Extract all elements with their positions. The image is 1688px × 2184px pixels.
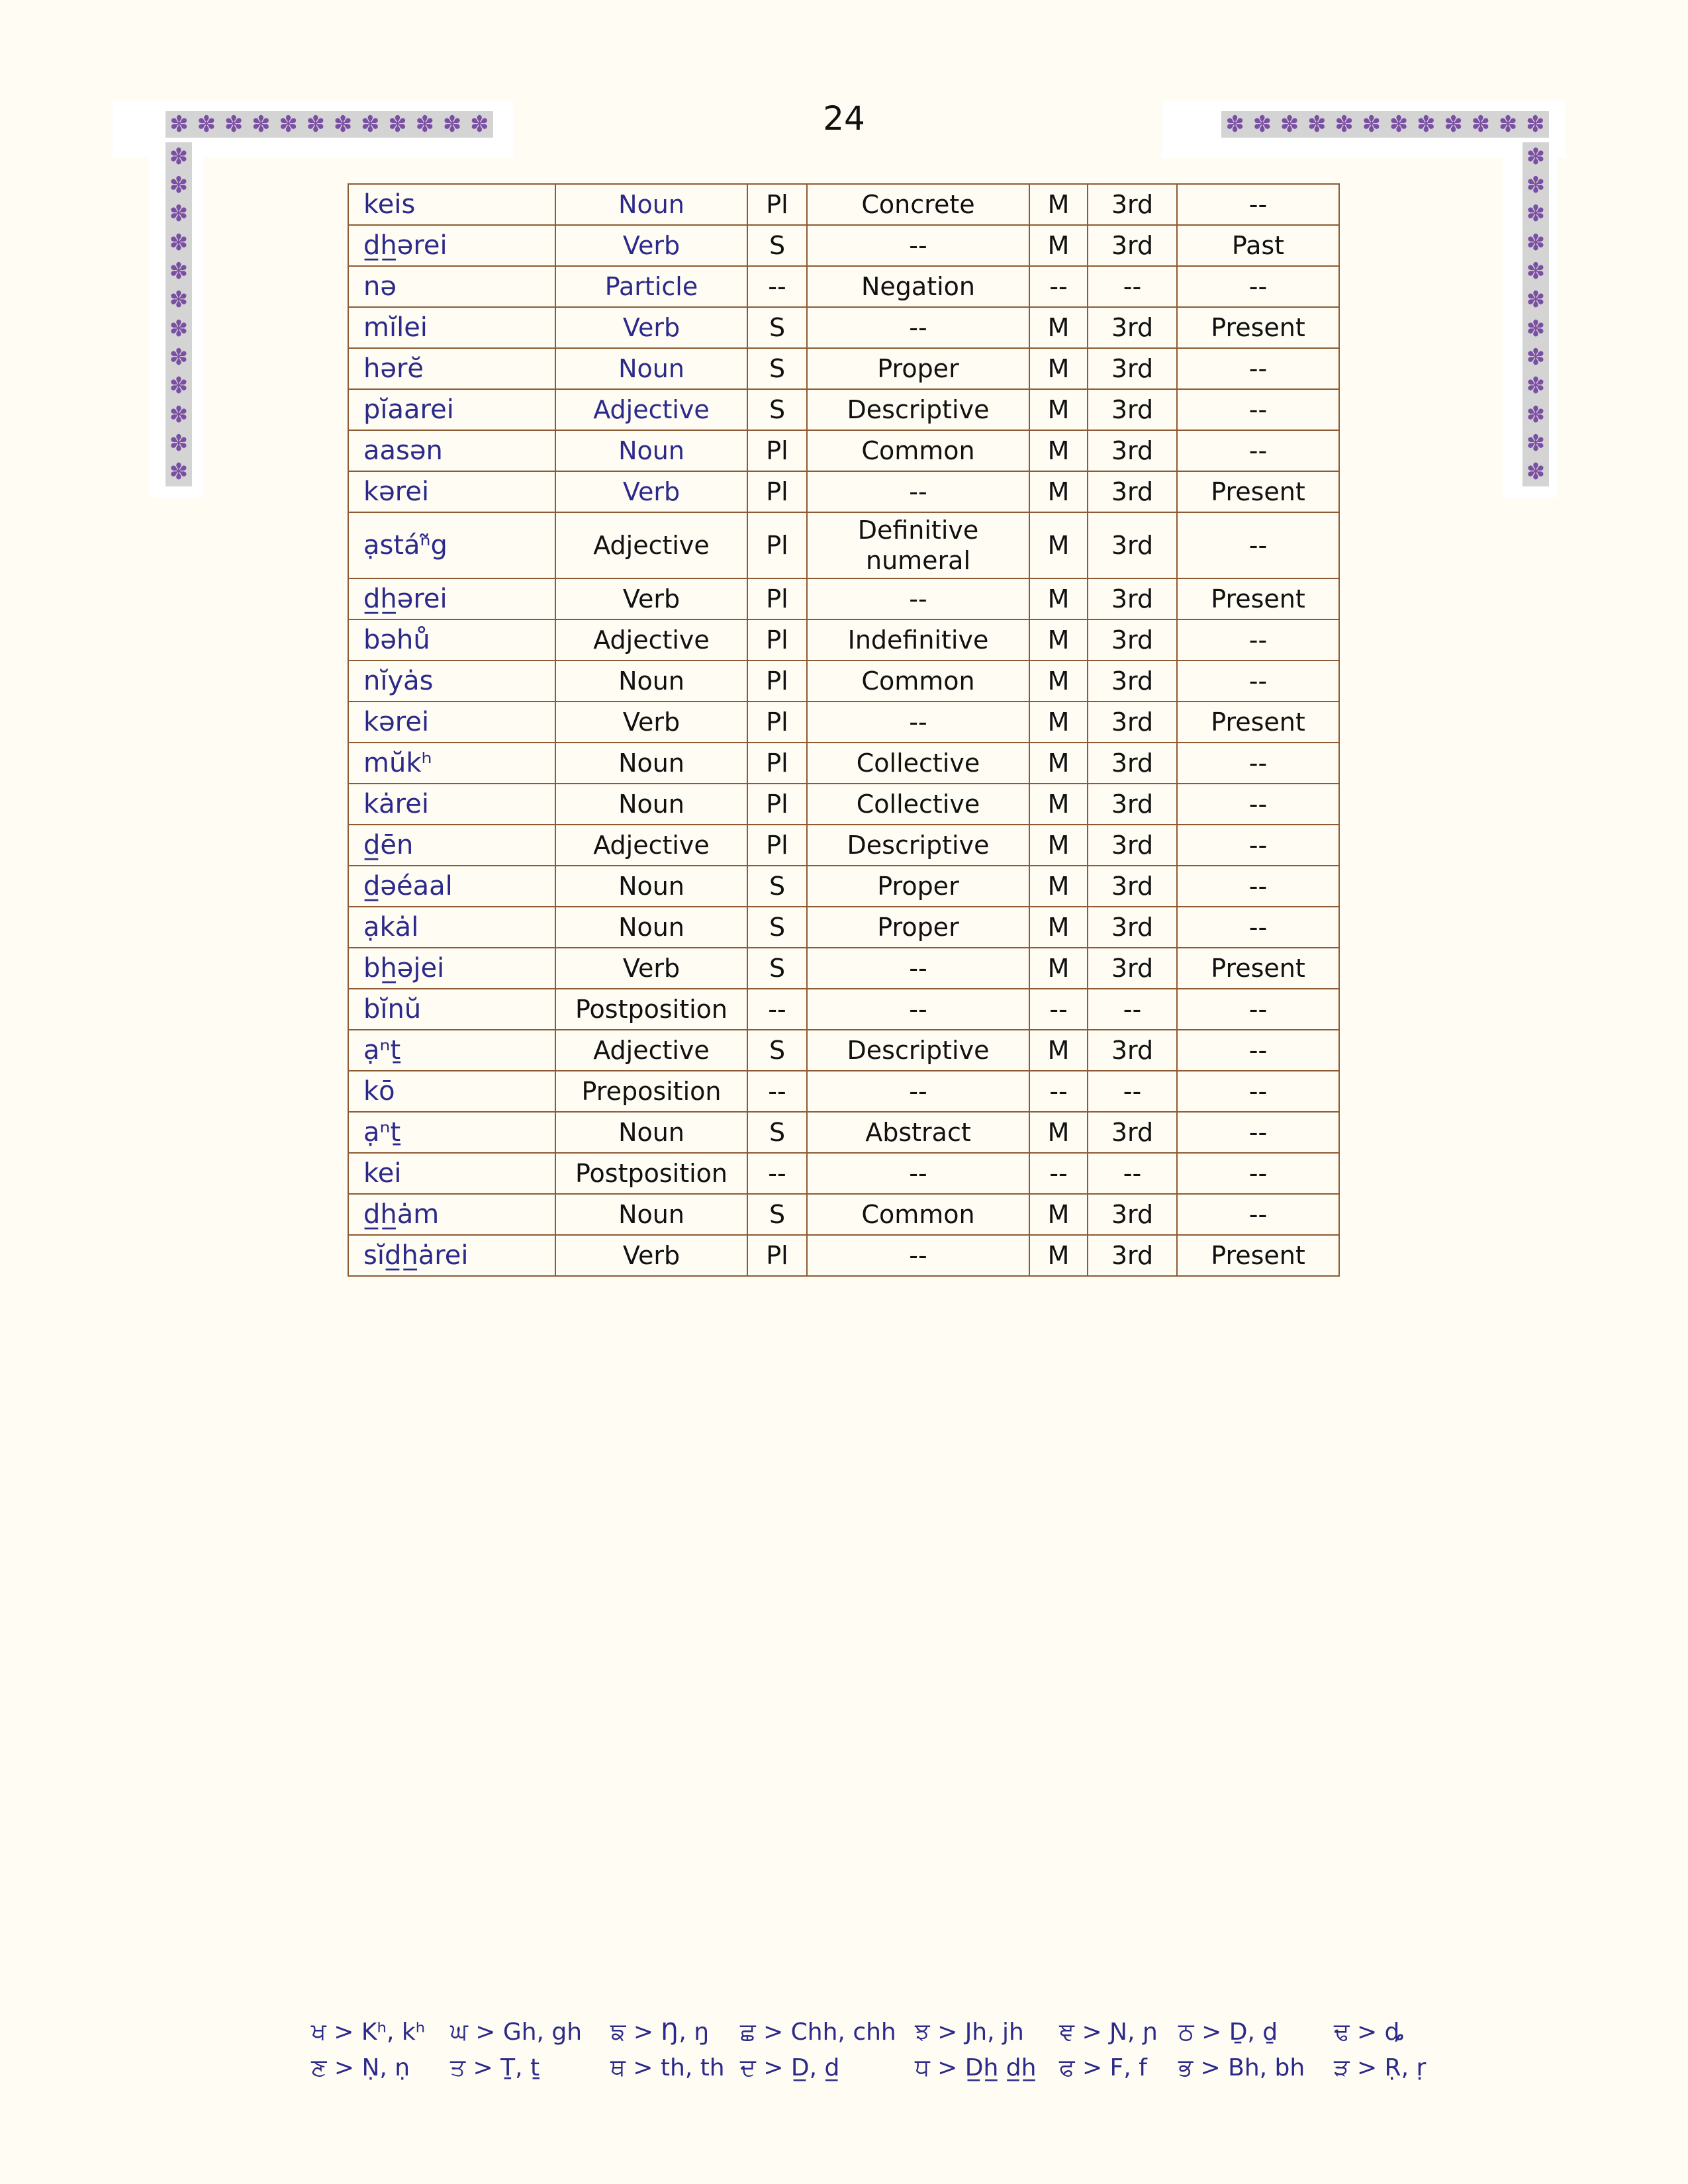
cell-tense: -- xyxy=(1177,1153,1339,1194)
flower-icon: ✽ xyxy=(1389,111,1409,138)
cell-number: -- xyxy=(747,989,807,1030)
cell-tense: -- xyxy=(1177,784,1339,825)
cell-type: -- xyxy=(807,471,1029,512)
word-analysis-table xyxy=(348,183,1340,1277)
flower-icon: ✽ xyxy=(1471,111,1491,138)
flower-icon: ✽ xyxy=(169,430,189,457)
cell-person: 3rd xyxy=(1088,825,1177,866)
cell-gender: M xyxy=(1029,1194,1088,1235)
cell-word: d̲h̲ȧm xyxy=(348,1194,555,1235)
cell-pos: Verb xyxy=(555,1235,747,1276)
cell-word: ạstáⁿ̃g xyxy=(348,512,555,578)
cell-word: mĭlei xyxy=(348,307,555,348)
cell-type: -- xyxy=(807,989,1029,1030)
flower-icon: ✽ xyxy=(361,111,380,138)
cell-pos: Adjective xyxy=(555,512,747,578)
cell-person: 3rd xyxy=(1088,1194,1177,1235)
flower-icon: ✽ xyxy=(1526,459,1546,486)
legend-item: ਝ > Jh, jh xyxy=(915,2019,1024,2046)
cell-number: Pl xyxy=(747,578,807,619)
cell-tense: Past xyxy=(1177,225,1339,266)
table-row xyxy=(348,825,1339,866)
cell-tense: Present xyxy=(1177,1235,1339,1276)
cell-tense: -- xyxy=(1177,184,1339,225)
flower-icon: ✽ xyxy=(306,111,326,138)
cell-person: 3rd xyxy=(1088,578,1177,619)
cell-type: Indefinitive xyxy=(807,619,1029,660)
cell-type: Proper xyxy=(807,907,1029,948)
cell-gender: M xyxy=(1029,702,1088,743)
cell-tense: -- xyxy=(1177,512,1339,578)
cell-tense: Present xyxy=(1177,948,1339,989)
cell-person: 3rd xyxy=(1088,512,1177,578)
table-row xyxy=(348,307,1339,348)
cell-pos: Verb xyxy=(555,948,747,989)
cell-tense: -- xyxy=(1177,825,1339,866)
flower-icon: ✽ xyxy=(470,111,489,138)
table-row xyxy=(348,578,1339,619)
cell-number: Pl xyxy=(747,512,807,578)
cell-tense: Present xyxy=(1177,578,1339,619)
table-row xyxy=(348,989,1339,1030)
flower-icon: ✽ xyxy=(197,111,216,138)
cell-pos: Noun xyxy=(555,184,747,225)
cell-number: -- xyxy=(747,266,807,307)
cell-person: 3rd xyxy=(1088,660,1177,702)
table-row xyxy=(348,389,1339,430)
page-number: 24 xyxy=(823,99,865,138)
cell-number: Pl xyxy=(747,471,807,512)
cell-word: nə xyxy=(348,266,555,307)
table-row xyxy=(348,619,1339,660)
cell-type: Proper xyxy=(807,866,1029,907)
cell-pos: Noun xyxy=(555,743,747,784)
cell-gender: -- xyxy=(1029,266,1088,307)
flower-icon: ✽ xyxy=(169,229,189,256)
table-row xyxy=(348,784,1339,825)
cell-number: Pl xyxy=(747,619,807,660)
legend-item: ਢ > ȡ xyxy=(1334,2019,1405,2046)
legend-item: ਫ > F, f xyxy=(1059,2054,1147,2081)
cell-number: Pl xyxy=(747,1235,807,1276)
cell-tense: -- xyxy=(1177,348,1339,389)
cell-pos: Noun xyxy=(555,660,747,702)
cell-number: S xyxy=(747,1194,807,1235)
cell-type: Common xyxy=(807,1194,1029,1235)
cell-person: -- xyxy=(1088,1071,1177,1112)
flower-border-right xyxy=(1523,142,1549,486)
cell-person: 3rd xyxy=(1088,307,1177,348)
cell-pos: Preposition xyxy=(555,1071,747,1112)
flower-icon: ✽ xyxy=(169,111,189,138)
cell-word: keis xyxy=(348,184,555,225)
legend-row xyxy=(311,2054,1436,2090)
cell-word: hərĕ xyxy=(348,348,555,389)
cell-person: 3rd xyxy=(1088,348,1177,389)
legend-item: ਙ > Ŋ, ŋ xyxy=(610,2019,710,2046)
cell-type: -- xyxy=(807,225,1029,266)
cell-type: -- xyxy=(807,1071,1029,1112)
cell-type: Proper xyxy=(807,348,1029,389)
cell-pos: Verb xyxy=(555,307,747,348)
cell-tense: Present xyxy=(1177,702,1339,743)
table-row xyxy=(348,266,1339,307)
table-row xyxy=(348,866,1339,907)
cell-type: -- xyxy=(807,702,1029,743)
cell-word: bh̲əjei xyxy=(348,948,555,989)
cell-word: sĭd̲h̲ȧrei xyxy=(348,1235,555,1276)
legend-item: ਦ > D̲, d̲ xyxy=(740,2054,840,2081)
cell-person: 3rd xyxy=(1088,948,1177,989)
cell-pos: Noun xyxy=(555,784,747,825)
flower-icon: ✽ xyxy=(1335,111,1354,138)
cell-word: ạⁿṯ xyxy=(348,1112,555,1153)
cell-person: 3rd xyxy=(1088,1112,1177,1153)
cell-word: mŭkʰ xyxy=(348,743,555,784)
cell-word: kei xyxy=(348,1153,555,1194)
cell-gender: M xyxy=(1029,512,1088,578)
cell-gender: M xyxy=(1029,184,1088,225)
table-body xyxy=(348,184,1339,1276)
cell-tense: -- xyxy=(1177,1071,1339,1112)
cell-pos: Noun xyxy=(555,866,747,907)
cell-gender: M xyxy=(1029,784,1088,825)
cell-gender: -- xyxy=(1029,1071,1088,1112)
flower-icon: ✽ xyxy=(1362,111,1382,138)
cell-type: Descriptive xyxy=(807,389,1029,430)
cell-gender: M xyxy=(1029,948,1088,989)
cell-gender: M xyxy=(1029,348,1088,389)
cell-type: -- xyxy=(807,948,1029,989)
cell-tense: Present xyxy=(1177,471,1339,512)
legend-item: ਘ > Gh, gh xyxy=(450,2019,583,2046)
cell-pos: Postposition xyxy=(555,1153,747,1194)
cell-person: 3rd xyxy=(1088,743,1177,784)
flower-icon: ✽ xyxy=(1526,401,1546,428)
cell-word: d̲h̲ərei xyxy=(348,578,555,619)
cell-gender: M xyxy=(1029,866,1088,907)
cell-word: ạⁿṯ xyxy=(348,1030,555,1071)
table-row xyxy=(348,348,1339,389)
flower-icon: ✽ xyxy=(169,143,189,170)
flower-icon: ✽ xyxy=(388,111,407,138)
table-row xyxy=(348,184,1339,225)
cell-person: 3rd xyxy=(1088,389,1177,430)
table-row xyxy=(348,948,1339,989)
cell-person: 3rd xyxy=(1088,619,1177,660)
cell-person: 3rd xyxy=(1088,784,1177,825)
cell-number: Pl xyxy=(747,184,807,225)
flower-icon: ✽ xyxy=(169,343,189,371)
cell-tense: -- xyxy=(1177,430,1339,471)
cell-gender: M xyxy=(1029,660,1088,702)
transliteration-legend xyxy=(311,2019,1436,2090)
cell-person: 3rd xyxy=(1088,430,1177,471)
legend-item: ਧ > D̲h̲ d̲h̲ xyxy=(915,2054,1037,2081)
cell-number: -- xyxy=(747,1153,807,1194)
table-row xyxy=(348,1194,1339,1235)
cell-tense: -- xyxy=(1177,266,1339,307)
flower-icon: ✽ xyxy=(1526,343,1546,371)
cell-word: pĭaarei xyxy=(348,389,555,430)
table-row xyxy=(348,702,1339,743)
cell-tense: -- xyxy=(1177,907,1339,948)
flower-icon: ✽ xyxy=(169,373,189,400)
flower-icon: ✽ xyxy=(1526,287,1546,314)
table-row xyxy=(348,225,1339,266)
flower-icon: ✽ xyxy=(279,111,298,138)
cell-number: S xyxy=(747,866,807,907)
cell-gender: M xyxy=(1029,825,1088,866)
cell-person: 3rd xyxy=(1088,1235,1177,1276)
table-row xyxy=(348,1112,1339,1153)
cell-word: bəhů xyxy=(348,619,555,660)
cell-pos: Adjective xyxy=(555,825,747,866)
cell-number: S xyxy=(747,307,807,348)
cell-type: Common xyxy=(807,660,1029,702)
flower-icon: ✽ xyxy=(1526,257,1546,285)
cell-gender: -- xyxy=(1029,989,1088,1030)
cell-tense: Present xyxy=(1177,307,1339,348)
cell-gender: M xyxy=(1029,578,1088,619)
flower-icon: ✽ xyxy=(169,401,189,428)
cell-person: -- xyxy=(1088,266,1177,307)
table-row xyxy=(348,430,1339,471)
cell-gender: M xyxy=(1029,389,1088,430)
cell-tense: -- xyxy=(1177,866,1339,907)
cell-word: d̲ēn xyxy=(348,825,555,866)
legend-item: ੜ > Ṛ, ṛ xyxy=(1334,2054,1427,2081)
cell-type: -- xyxy=(807,1153,1029,1194)
cell-tense: -- xyxy=(1177,660,1339,702)
table-row xyxy=(348,471,1339,512)
cell-type: Concrete xyxy=(807,184,1029,225)
cell-pos: Adjective xyxy=(555,619,747,660)
cell-person: 3rd xyxy=(1088,907,1177,948)
cell-pos: Adjective xyxy=(555,1030,747,1071)
cell-pos: Noun xyxy=(555,907,747,948)
cell-type: Common xyxy=(807,430,1029,471)
cell-gender: M xyxy=(1029,471,1088,512)
flower-icon: ✽ xyxy=(333,111,353,138)
cell-number: S xyxy=(747,1112,807,1153)
cell-person: 3rd xyxy=(1088,702,1177,743)
cell-pos: Adjective xyxy=(555,389,747,430)
flower-icon: ✽ xyxy=(1225,111,1244,138)
flower-icon: ✽ xyxy=(169,315,189,342)
cell-gender: M xyxy=(1029,619,1088,660)
cell-word: d̲h̲ərei xyxy=(348,225,555,266)
flower-icon: ✽ xyxy=(1498,111,1518,138)
cell-tense: -- xyxy=(1177,1194,1339,1235)
flower-icon: ✽ xyxy=(169,201,189,228)
cell-word: nĭyȧs xyxy=(348,660,555,702)
cell-tense: -- xyxy=(1177,1030,1339,1071)
cell-number: S xyxy=(747,389,807,430)
table-row xyxy=(348,1071,1339,1112)
flower-icon: ✽ xyxy=(224,111,244,138)
table-row xyxy=(348,1153,1339,1194)
cell-person: -- xyxy=(1088,1153,1177,1194)
cell-type: Definitive numeral xyxy=(807,512,1029,578)
cell-type: Descriptive xyxy=(807,1030,1029,1071)
flower-icon: ✽ xyxy=(1526,171,1546,199)
cell-tense: -- xyxy=(1177,743,1339,784)
cell-gender: M xyxy=(1029,225,1088,266)
cell-type: -- xyxy=(807,307,1029,348)
cell-number: Pl xyxy=(747,784,807,825)
cell-number: S xyxy=(747,225,807,266)
cell-type: -- xyxy=(807,578,1029,619)
table-row xyxy=(348,1030,1339,1071)
cell-number: Pl xyxy=(747,825,807,866)
cell-word: ạkȧl xyxy=(348,907,555,948)
cell-number: Pl xyxy=(747,660,807,702)
cell-person: 3rd xyxy=(1088,1030,1177,1071)
cell-gender: M xyxy=(1029,1235,1088,1276)
cell-type: -- xyxy=(807,1235,1029,1276)
cell-pos: Noun xyxy=(555,1194,747,1235)
flower-icon: ✽ xyxy=(1526,315,1546,342)
cell-number: S xyxy=(747,348,807,389)
flower-icon: ✽ xyxy=(1526,201,1546,228)
cell-person: 3rd xyxy=(1088,866,1177,907)
cell-type: Abstract xyxy=(807,1112,1029,1153)
flower-icon: ✽ xyxy=(1444,111,1463,138)
table-row xyxy=(348,660,1339,702)
flower-icon: ✽ xyxy=(1280,111,1299,138)
cell-word: kō xyxy=(348,1071,555,1112)
flower-icon: ✽ xyxy=(252,111,271,138)
cell-number: Pl xyxy=(747,743,807,784)
flower-icon: ✽ xyxy=(169,171,189,199)
cell-tense: -- xyxy=(1177,989,1339,1030)
flower-icon: ✽ xyxy=(169,257,189,285)
table-row xyxy=(348,512,1339,578)
cell-person: 3rd xyxy=(1088,225,1177,266)
cell-person: 3rd xyxy=(1088,471,1177,512)
cell-number: Pl xyxy=(747,702,807,743)
flower-icon: ✽ xyxy=(169,459,189,486)
cell-gender: -- xyxy=(1029,1153,1088,1194)
cell-pos: Noun xyxy=(555,348,747,389)
flower-icon: ✽ xyxy=(1526,143,1546,170)
legend-item: ਭ > Bh, bh xyxy=(1178,2054,1305,2081)
cell-tense: -- xyxy=(1177,389,1339,430)
legend-item: ਣ > Ṇ, ṇ xyxy=(311,2054,410,2081)
legend-item: ਠ > Ḏ, ḏ xyxy=(1178,2019,1278,2046)
cell-pos: Verb xyxy=(555,225,747,266)
cell-pos: Particle xyxy=(555,266,747,307)
flower-icon: ✽ xyxy=(442,111,462,138)
flower-icon: ✽ xyxy=(169,287,189,314)
cell-word: kȧrei xyxy=(348,784,555,825)
cell-number: -- xyxy=(747,1071,807,1112)
cell-person: -- xyxy=(1088,989,1177,1030)
legend-row xyxy=(311,2019,1436,2054)
cell-gender: M xyxy=(1029,1030,1088,1071)
cell-person: 3rd xyxy=(1088,184,1177,225)
cell-gender: M xyxy=(1029,307,1088,348)
table-row xyxy=(348,1235,1339,1276)
cell-type: Collective xyxy=(807,784,1029,825)
cell-pos: Verb xyxy=(555,702,747,743)
flower-icon: ✽ xyxy=(415,111,435,138)
cell-type: Descriptive xyxy=(807,825,1029,866)
flower-border-left xyxy=(165,142,192,486)
cell-word: kərei xyxy=(348,471,555,512)
cell-pos: Verb xyxy=(555,578,747,619)
cell-gender: M xyxy=(1029,743,1088,784)
legend-item: ਞ > Ɲ, ɲ xyxy=(1059,2019,1158,2046)
cell-tense: -- xyxy=(1177,1112,1339,1153)
legend-item: ਛ > Chh, chh xyxy=(740,2019,896,2046)
flower-icon: ✽ xyxy=(1252,111,1272,138)
legend-item: ਥ > th, th xyxy=(610,2054,725,2081)
flower-icon: ✽ xyxy=(1526,229,1546,256)
cell-number: S xyxy=(747,1030,807,1071)
cell-pos: Postposition xyxy=(555,989,747,1030)
cell-number: Pl xyxy=(747,430,807,471)
cell-number: S xyxy=(747,948,807,989)
legend-item: ਖ > Kʰ, kʰ xyxy=(311,2019,426,2046)
cell-word: kərei xyxy=(348,702,555,743)
flower-icon: ✽ xyxy=(1417,111,1436,138)
cell-number: S xyxy=(747,907,807,948)
flower-icon: ✽ xyxy=(1526,111,1545,138)
cell-gender: M xyxy=(1029,1112,1088,1153)
cell-pos: Verb xyxy=(555,471,747,512)
legend-item: ਤ > Ṯ, ṯ xyxy=(450,2054,540,2081)
flower-icon: ✽ xyxy=(1307,111,1327,138)
flower-icon: ✽ xyxy=(1526,373,1546,400)
cell-word: bĭnŭ xyxy=(348,989,555,1030)
cell-word: d̲əéaal xyxy=(348,866,555,907)
cell-type: Negation xyxy=(807,266,1029,307)
table-row xyxy=(348,907,1339,948)
cell-gender: M xyxy=(1029,907,1088,948)
table-row xyxy=(348,743,1339,784)
cell-pos: Noun xyxy=(555,430,747,471)
cell-tense: -- xyxy=(1177,619,1339,660)
cell-type: Collective xyxy=(807,743,1029,784)
cell-gender: M xyxy=(1029,430,1088,471)
flower-icon: ✽ xyxy=(1526,430,1546,457)
cell-word: aasən xyxy=(348,430,555,471)
cell-pos: Noun xyxy=(555,1112,747,1153)
